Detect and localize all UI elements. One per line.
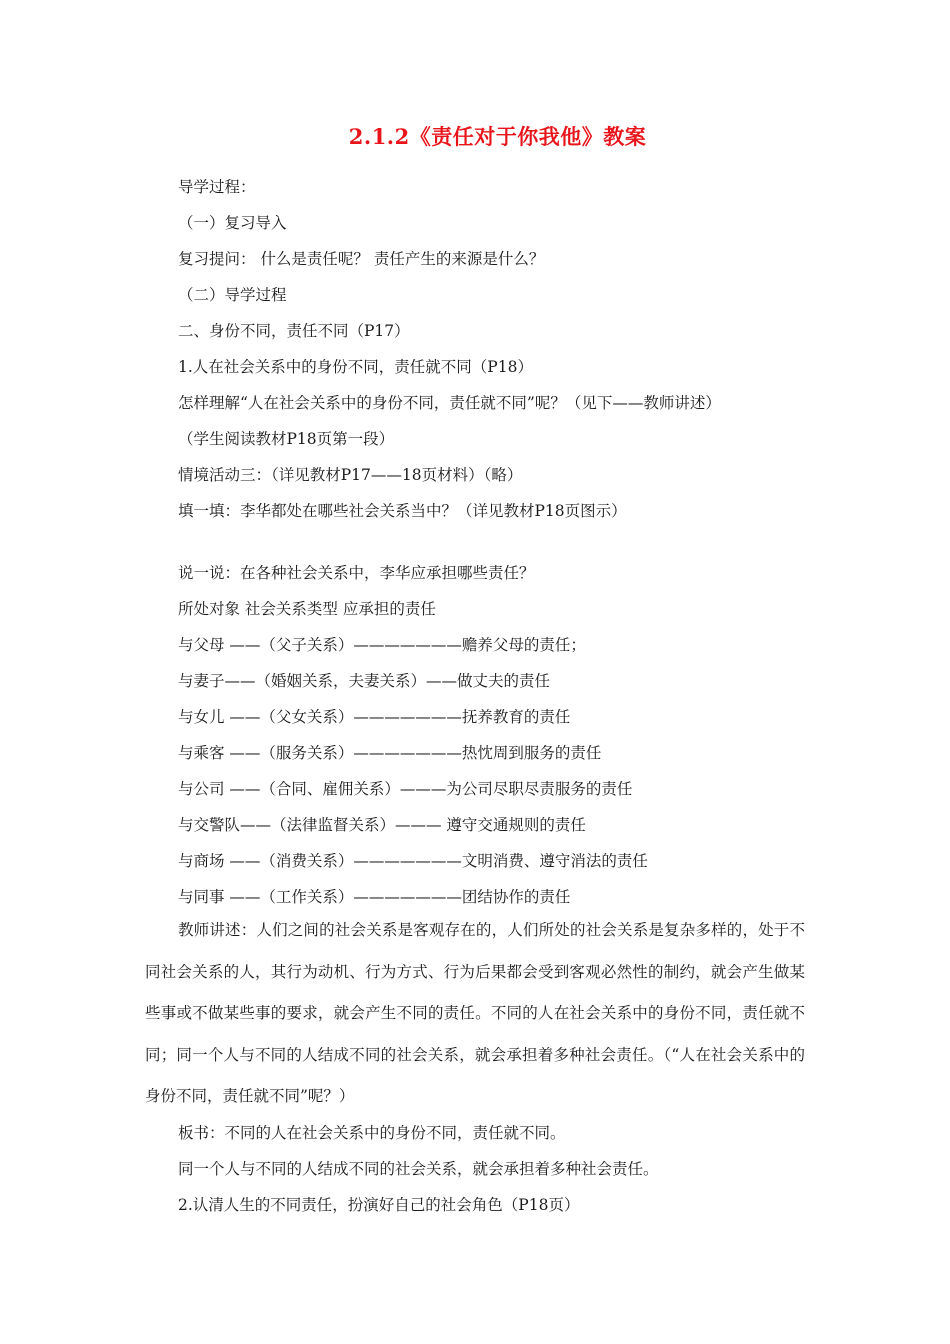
relation-row: 与乘客 ——（服务关系）———————热忱周到服务的责任 [178,744,602,762]
board-line-1: 板书：不同的人在社会关系中的身份不同，责任就不同。 [178,1124,566,1142]
activity-three: 情境活动三：（详见教材P17——18页材料）（略） [178,466,523,484]
fill-in: 填一填：李华都处在哪些社会关系当中？（详见教材P18页图示） [178,502,627,520]
relation-row: 与父母 ——（父子关系）———————赡养父母的责任； [178,636,586,654]
question-understanding: 怎样理解“人在社会关系中的身份不同，责任就不同”呢？（见下——教师讲述） [178,394,721,412]
review-question: 复习提问： 什么是责任呢？ 责任产生的来源是什么？ [178,250,545,268]
relation-row: 与交警队——（法律监督关系）——— 遵守交通规则的责任 [178,816,586,834]
say-it: 说一说：在各种社会关系中，李华应承担哪些责任？ [178,564,535,582]
reading-note: （学生阅读教材P18页第一段） [178,430,395,448]
document-title: 2.1.2《责任对于你我他》教案 [348,124,647,149]
subsection-guide: （二）导学过程 [178,286,287,304]
point-1: 1.人在社会关系中的身份不同，责任就不同（P18） [178,358,533,376]
subsection-review: （一）复习导入 [178,214,287,232]
point-2: 2.认清人生的不同责任，扮演好自己的社会角色（P18页） [178,1196,580,1214]
section-heading-process: 导学过程： [178,178,256,196]
relation-row: 与妻子——（婚姻关系，夫妻关系）——做丈夫的责任 [178,672,551,690]
relation-row: 与女儿 ——（父女关系）———————抚养教育的责任 [178,708,571,726]
relation-row: 与公司 ——（合同、雇佣关系）———为公司尽职尽责服务的责任 [178,780,633,798]
board-line-2: 同一个人与不同的人结成不同的社会关系，就会承担着多种社会责任。 [178,1160,659,1178]
relation-row: 与商场 ——（消费关系）———————文明消费、遵守消法的责任 [178,852,648,870]
table-header: 所处对象 社会关系类型 应承担的责任 [178,600,436,618]
relation-row: 与同事 ——（工作关系）———————团结协作的责任 [178,888,571,906]
heading-identity: 二、身份不同，责任不同（P17） [178,322,410,340]
teacher-paragraph: 教师讲述：人们之间的社会关系是客观存在的，人们所处的社会关系是复杂多样的，处于不同社会关系的人，其行为动机、行为方式、行为后果都会受到客观必然性的制约，就会产生做某些事或不做某些事的要求，就会产生不同的责任。不同的人在社会关系中的身份不同，责任就不同；同一个人与不同的人结成不同的社会关系，就会承担着多种社会责任。（“人在社会关系中的身份不同，责任就不同”呢？） [145,921,805,1105]
